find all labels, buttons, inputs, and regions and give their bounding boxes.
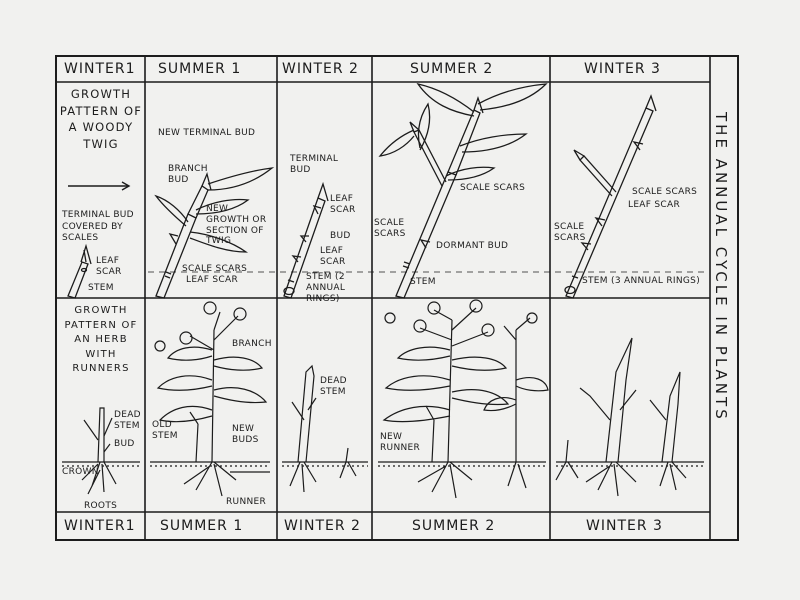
herb-winter3-drawing: [556, 338, 686, 496]
herb-winter1-drawing: [82, 408, 116, 494]
header-winter1: WINTER1: [64, 61, 136, 77]
footer-summer2: SUMMER 2: [412, 518, 496, 534]
label-h-w1-roots: ROOTS: [84, 501, 118, 511]
label-s2-scale-scars-right: SCALE SCARS: [460, 183, 526, 193]
label-h-s2-new-runner: NEW RUNNER: [380, 432, 421, 453]
herb-block-heading: GROWTH PATTERN OF AN HERB WITH RUNNERS: [64, 305, 138, 374]
header-summer1: SUMMER 1: [158, 61, 242, 77]
footer-winter2: WINTER 2: [284, 518, 361, 534]
label-w3-leaf-scar: LEAF SCAR: [628, 200, 681, 210]
header-winter2: WINTER 2: [282, 61, 359, 77]
ground-lines: [62, 462, 704, 466]
label-w1-stem: STEM: [88, 283, 114, 293]
label-s1-new-terminal-bud: NEW TERMINAL BUD: [158, 128, 256, 138]
label-h-s1-old-stem: OLD STEM: [152, 420, 178, 441]
label-s2-stem: STEM: [410, 277, 436, 287]
label-s1-branch-bud: BRANCH BUD: [168, 164, 208, 185]
label-w2-leaf-scar-2: LEAF SCAR: [320, 246, 346, 267]
twig-block-heading: GROWTH PATTERN OF A WOODY TWIG: [59, 87, 143, 152]
label-s1-new-growth: NEW GROWTH OR SECTION OF TWIG: [206, 204, 267, 247]
label-h-w2-dead-stem: DEAD STEM: [320, 376, 347, 398]
label-s2-scale-scars-left: SCALE SCARS: [374, 218, 406, 239]
twig-winter3-drawing: [565, 96, 656, 298]
label-s1-scale-scars: SCALE SCARS: [182, 264, 248, 274]
label-w3-stem: STEM (3 ANNUAL RINGS): [582, 276, 700, 286]
label-w2-stem: STEM (2 ANNUAL RINGS): [306, 272, 346, 304]
header-winter3: WINTER 3: [584, 61, 661, 77]
label-w3-scale-scars: SCALE SCARS: [632, 187, 698, 197]
header-summer2: SUMMER 2: [410, 61, 494, 77]
label-h-w1-crown: CROWN: [62, 467, 99, 477]
footer-winter1: WINTER1: [64, 518, 136, 534]
label-w1-terminal-bud: TERMINAL BUD COVERED BY SCALES: [62, 210, 134, 244]
label-h-s1-branch: BRANCH: [232, 339, 272, 349]
footer-winter3: WINTER 3: [586, 518, 663, 534]
label-w2-bud: BUD: [330, 231, 351, 241]
heading-arrow-icon: [68, 182, 129, 190]
herb-summer2-drawing: [384, 300, 548, 498]
label-h-s1-new-buds: NEW BUDS: [232, 424, 259, 445]
label-w1-leaf-scar: LEAF SCAR: [96, 256, 122, 277]
label-h-w1-bud: BUD: [114, 439, 135, 449]
herb-summer1-drawing: [155, 302, 270, 496]
label-w2-leaf-scar-1: LEAF SCAR: [330, 194, 356, 215]
label-s1-leaf-scar: LEAF SCAR: [186, 275, 239, 285]
footer-summer1: SUMMER 1: [160, 518, 244, 534]
side-title: THE ANNUAL CYCLE IN PLANTS: [712, 112, 730, 422]
label-s2-dormant-bud: DORMANT BUD: [436, 241, 509, 251]
label-h-s1-runner: RUNNER: [226, 497, 267, 507]
label-w3-scale-scars-left: SCALE SCARS: [554, 222, 586, 243]
label-h-w1-dead-stem: DEAD STEM: [114, 410, 141, 431]
label-w2-terminal-bud: TERMINAL BUD: [290, 154, 339, 175]
